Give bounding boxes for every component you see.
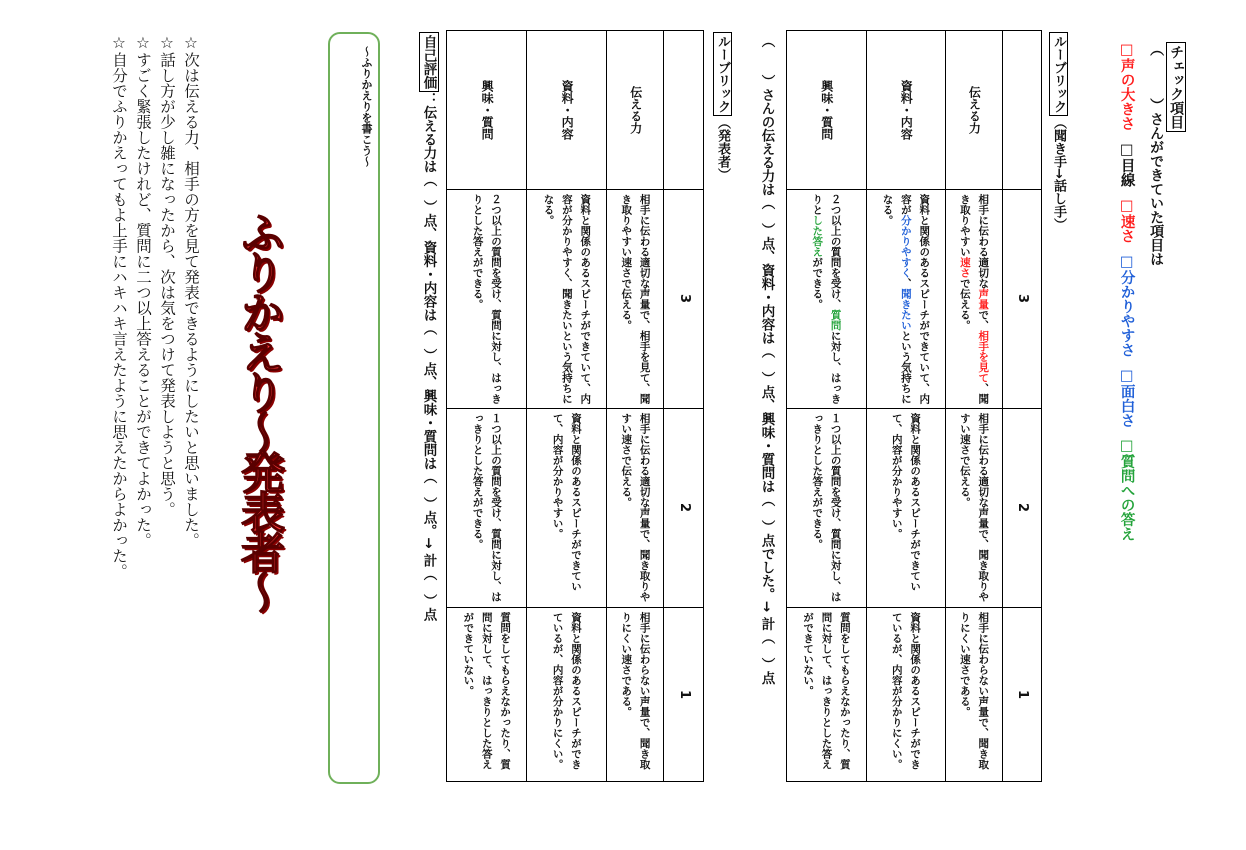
cell-questions-3 xyxy=(787,190,867,409)
cell-questions-1: 質問をしてもらえなかったり、質問に対して、はっきりとした答えができていない。 xyxy=(447,608,527,782)
cell-material-3: 資料と関係のあるスピーチができていて、内容が分かりやすく、聞きたいという気持ちになる。 xyxy=(527,190,607,409)
rubric-presenter-label: ルーブリック xyxy=(713,32,732,116)
cell-material-1: 資料と関係のあるスピーチができているが、内容が分かりにくい。 xyxy=(866,608,945,782)
cell-material-2: 資料と関係のあるスピーチができていて、内容が分かりやすい。 xyxy=(527,409,607,608)
text-fragment: 資料と関係のあるスピーチができていて、内容が xyxy=(899,194,931,404)
rubric-listener-heading xyxy=(1050,32,1065,231)
check-items xyxy=(1118,42,1135,541)
reflection-title: ふりかえり～発表者～ xyxy=(233,210,284,610)
cell-comm-1: 相手に伝わらない声量で、聞き取りにくい速さである。 xyxy=(945,608,1002,782)
reflection-hint: ～ふりかえりを書こう～ xyxy=(360,46,373,167)
cell-comm-2: 相手に伝わる適切な声量で、聞き取りやすい速さで伝える。 xyxy=(945,409,1002,608)
score-header-2: 2 xyxy=(1002,409,1041,608)
self-eval[interactable] xyxy=(420,32,436,621)
check-item-clarity[interactable]: □分かりやすさ xyxy=(1118,253,1135,357)
highlight-clarity: 分かりやすく xyxy=(899,215,912,278)
cell-comm-3 xyxy=(945,190,1002,409)
example-3: ☆すごく緊張したけれど、質問に二つ以上答えることができてよかった。 xyxy=(134,34,152,548)
cell-comm-1: 相手に伝わらない声量で、聞き取りにくい速さである。 xyxy=(607,608,664,782)
text-fragment: で伝える。 xyxy=(958,278,971,331)
cell-questions-2: １つ以上の質問を受け、質問に対し、はっきりとした答えができる。 xyxy=(447,409,527,608)
self-eval-text: ：伝える力は（ ）点、資料・内容は（ ）点、興味・質問は（ ）点。→ 計（ ）点 xyxy=(420,92,437,622)
example-1: ☆次は伝える力、相手の方を見て発表できるようにしたいと思いました。 xyxy=(182,34,200,548)
cell-questions-2: １つ以上の質問を受け、質問に対し、はっきりとした答えができる。 xyxy=(787,409,867,608)
rubric-listener-summary[interactable]: （ ）さんの伝える力は（ ）点、資料・内容は（ ）点、興味・質問は（ ）点でした。→ 計（ ）点 xyxy=(758,34,775,685)
text-fragment: 、聞き取りやすい xyxy=(958,194,990,404)
category-questions: 興味・質問 xyxy=(447,31,527,190)
rubric-presenter-table xyxy=(446,30,704,782)
highlight-question: 質問 xyxy=(829,309,842,331)
cell-comm-3: 相手に伝わる適切な声量で、相手を見て、聞き取りやすい速さで伝える。 xyxy=(607,190,664,409)
cell-comm-2: 相手に伝わる適切な声量で、聞き取りやすい速さで伝える。 xyxy=(607,409,664,608)
text-fragment: 相手に伝わる適切な xyxy=(977,194,990,289)
highlight-eyes: 相手を見て xyxy=(977,330,990,383)
rubric-listener-label: ルーブリック xyxy=(1049,32,1068,116)
category-communication: 伝える力 xyxy=(945,31,1002,190)
score-header-1: 1 xyxy=(664,608,704,782)
check-section xyxy=(1168,42,1184,132)
example-4: ☆自分でふりかえってもよ上手にハキハキ言えたように思えたからよかった。 xyxy=(110,34,128,579)
text-fragment: ２つ以上の質問を受け、 xyxy=(829,194,842,310)
category-material: 資料・内容 xyxy=(866,31,945,190)
cell-material-2: 資料と関係のあるスピーチができていて、内容が分かりやすい。 xyxy=(866,409,945,608)
text-fragment: 、 xyxy=(899,278,912,289)
cell-material-1: 資料と関係のあるスピーチができているが、内容が分かりにくい。 xyxy=(527,608,607,782)
table-corner xyxy=(1002,31,1041,190)
text-fragment: に対し、はっきりと xyxy=(811,194,842,404)
table-corner xyxy=(664,31,704,190)
category-questions: 興味・質問 xyxy=(787,31,867,190)
self-eval-label: 自己評価 xyxy=(419,32,439,92)
check-label: チェック項目 xyxy=(1166,42,1186,132)
rubric-presenter-heading xyxy=(714,32,729,181)
reflection-box[interactable] xyxy=(328,32,380,784)
score-header-1: 1 xyxy=(1002,608,1041,782)
cell-material-3 xyxy=(866,190,945,409)
category-communication: 伝える力 xyxy=(607,31,664,190)
highlight-answer: した答え xyxy=(811,215,824,257)
highlight-speed: 速さ xyxy=(958,257,971,278)
cell-questions-3: ２つ以上の質問を受け、質問に対し、はっきりとした答えができる。 xyxy=(447,190,527,409)
rubric-listener-sub: （聞き手→話し手） xyxy=(1050,116,1066,231)
check-item-answers[interactable]: □質問への答え xyxy=(1118,438,1135,542)
highlight-interest: 聞きたい xyxy=(899,288,912,331)
cell-questions-1: 質問をしてもらえなかったり、質問に対して、はっきりとした答えができていない。 xyxy=(787,608,867,782)
text-fragment: ができる。 xyxy=(811,257,824,310)
highlight-volume: 声量 xyxy=(977,288,990,310)
score-header-3: 3 xyxy=(664,190,704,409)
category-material: 資料・内容 xyxy=(527,31,607,190)
check-item-eyes[interactable]: □目線 xyxy=(1118,141,1135,187)
check-blank-line: （ ）さんができていた項目は xyxy=(1148,42,1165,266)
score-header-3: 3 xyxy=(1002,190,1041,409)
check-item-speed[interactable]: □速さ xyxy=(1118,197,1135,243)
example-2: ☆話し方が少し雑になったから、次は気をつけて発表しようと思う。 xyxy=(158,34,176,517)
rubric-listener-table xyxy=(786,30,1042,782)
text-fragment: という気持ちになる。 xyxy=(881,194,912,404)
check-item-interest[interactable]: □面白さ xyxy=(1118,367,1135,428)
text-fragment: で、 xyxy=(977,309,990,331)
rubric-presenter-sub: （発表者） xyxy=(714,116,730,181)
check-item-volume[interactable]: □声の大きさ xyxy=(1118,42,1135,131)
score-header-2: 2 xyxy=(664,409,704,608)
